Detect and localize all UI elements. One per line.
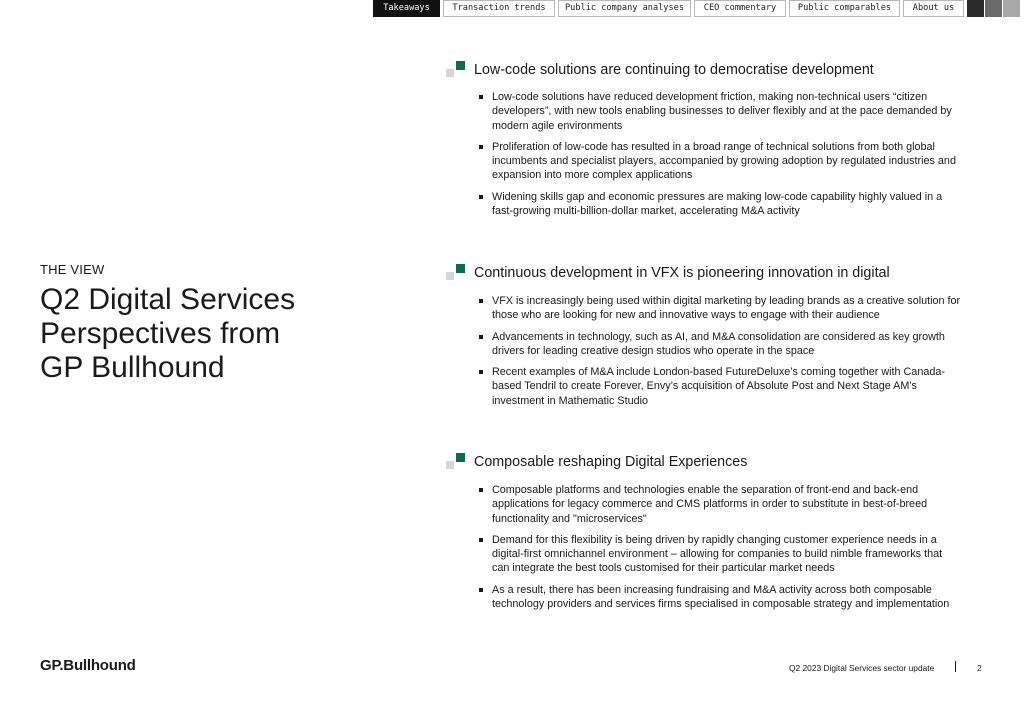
- page-title-line: Perspectives from: [40, 317, 281, 350]
- tab-public-comparables[interactable]: Public comparables: [789, 0, 900, 17]
- footer-divider: [955, 661, 956, 672]
- page-number: 2: [977, 663, 982, 673]
- bullet-item: Composable platforms and technologies enable the separation of front-end and back-end applications for legacy commerce and CMS platforms in order to substitute in best-of-breed functionality and "microservices": [492, 483, 962, 526]
- report-title: Q2 2023 Digital Services sector update: [789, 663, 935, 673]
- section-heading: Continuous development in VFX is pioneering innovation in digital: [474, 265, 890, 281]
- section-marker-icon: [446, 453, 464, 471]
- bullet-item: Advancements in technology, such as AI, and M&A consolidation are considered as key growth drivers for leading creative design studios who operate in the space: [492, 330, 962, 359]
- top-nav: [373, 0, 1021, 18]
- bullet-item: Demand for this flexibility is being driven by rapidly changing customer experience needs in a digital-first omnichannel environment – allowing for companies to build nimble frameworks that can integrate the best tools customised for their particular market needs: [492, 533, 962, 576]
- bullet-list: [492, 90, 962, 225]
- bullet-item: As a result, there has been increasing fundraising and M&A activity across both composable technology providers and services firms specialised in composable strategy and implementation: [492, 583, 962, 612]
- page-title: [40, 283, 360, 385]
- page-title-line: GP Bullhound: [40, 351, 225, 384]
- bullet-list: [492, 294, 962, 415]
- tab-transaction-trends[interactable]: Transaction trends: [443, 0, 555, 17]
- section-heading: Low-code solutions are continuing to democratise development: [474, 62, 874, 78]
- section-heading: Composable reshaping Digital Experiences: [474, 454, 748, 470]
- tab-about-us[interactable]: About us: [903, 0, 964, 17]
- bullet-item: Low-code solutions have reduced development friction, making non-technical users “citizen developers”, with new tools enabling businesses to deliver flexibly and at the pace demanded by modern agile environments: [492, 90, 962, 133]
- nav-square-light: [1003, 0, 1020, 17]
- bullet-item: VFX is increasingly being used within digital marketing by leading brands as a creative solution for those who are looking for new and innovative ways to engage with their audience: [492, 295, 961, 322]
- section-marker-icon: [446, 61, 464, 79]
- tab-public-company-analyses[interactable]: Public company analyses: [558, 0, 691, 17]
- company-logo: GP.Bullhound: [40, 657, 136, 674]
- bullet-item: Proliferation of low-code has resulted in a broad range of technical solutions from both global incumbents and specialist players, accompanied by growing adoption by regulated industries and expansion into more complex applications: [492, 140, 962, 183]
- nav-square-mid: [985, 0, 1002, 17]
- tab-takeaways[interactable]: Takeaways: [373, 0, 440, 17]
- section-kicker: THE VIEW: [40, 262, 105, 277]
- nav-square-dark: [967, 0, 984, 17]
- bullet-list: [492, 483, 962, 618]
- bullet-item: Recent examples of M&A include London-based FutureDeluxe’s coming together with Canada-based Tendril to create Forever, Envy’s acquisition of Absolute Post and Next Stage AM’s investment in Mathematic Studio: [492, 365, 962, 408]
- section-marker-icon: [446, 264, 464, 282]
- tab-ceo-commentary[interactable]: CEO commentary: [694, 0, 786, 17]
- bullet-item: Widening skills gap and economic pressures are making low-code capability highly valued in a fast-growing multi-billion-dollar market, accelerating M&A activity: [492, 190, 962, 219]
- page-title-line: Q2 Digital Services: [40, 283, 296, 316]
